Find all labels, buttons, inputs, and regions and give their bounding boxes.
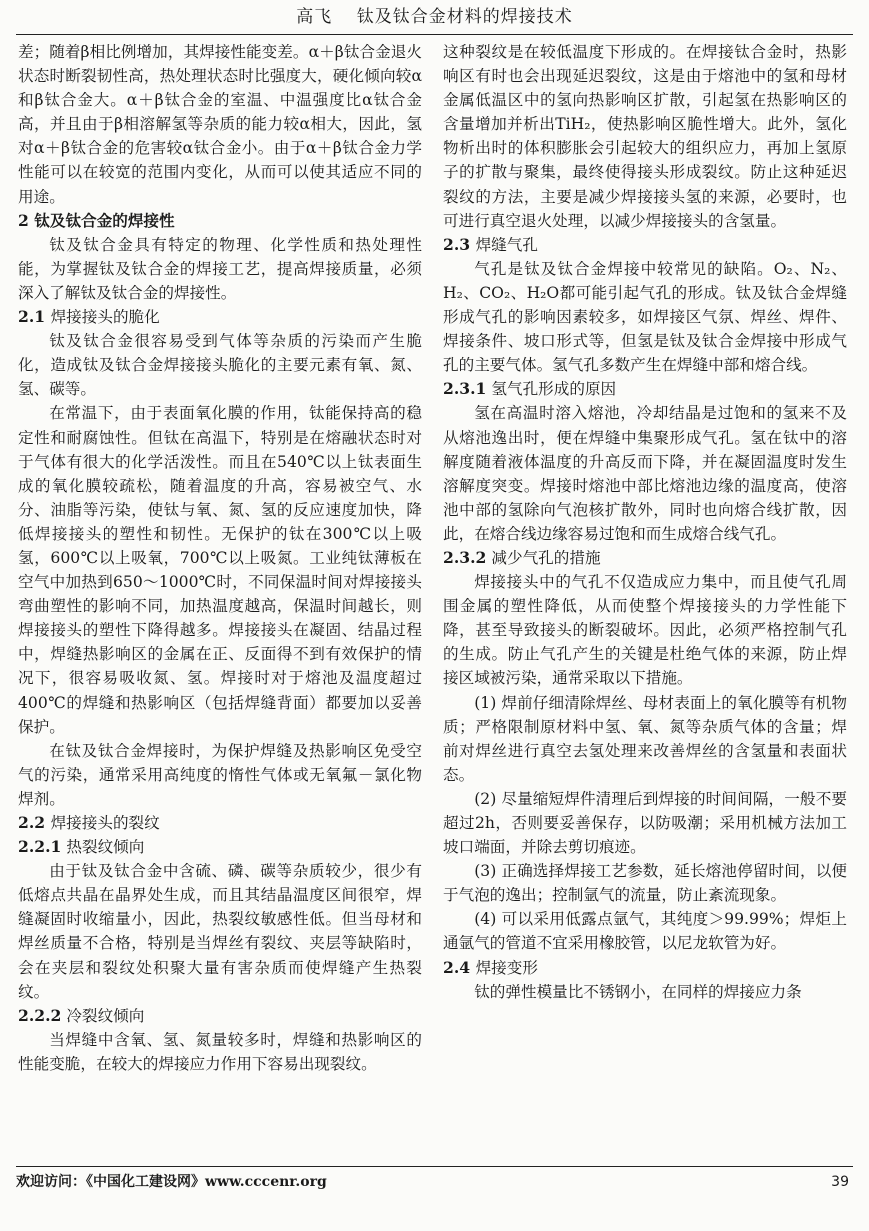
body-paragraph: 当焊缝中含氧、氢、氮量较多时，焊缝和热影响区的性能变脆，在较大的焊接应力作用下容易出现裂纹。 [18, 1030, 422, 1073]
section-heading: 2 钛及钛合金的焊接性 [18, 210, 175, 230]
subsection-number: 2.1 [18, 307, 46, 327]
body-paragraph: 气孔是钛及钛合金焊接中较常见的缺陷。O₂、N₂、H₂、CO₂、H₂O都可能引起气孔的形成。钛及钛合金焊缝形成气孔的影响因素较多，如焊接区气氛、焊丝、焊件、焊接条件、坡口形式等，但氢是钛及钛合金焊接中形成气孔的主要气体。氢气孔多数产生在焊缝中部和熔合线。 [443, 259, 847, 375]
body-paragraph: 这种裂纹是在较低温度下形成的。在焊接钛合金时，热影响区有时也会出现延迟裂纹，这是由于熔池中的氢和母材金属低温区中的氢向热影响区扩散，引起氢在热影响区的含量增加并析出TiH₂，使热影响区脆性增大。此外，氢化物析出时的体积膨胀会引起较大的组织应力，再加上氢原子的扩散与聚集，最终使得接头形成裂纹。防止这种延迟裂纹的方法，主要是减少焊接接头氢的来源，必要时，也可进行真空退火处理，以减少焊接接头的含氢量。 [443, 43, 847, 230]
subsubsection-heading [443, 377, 847, 401]
subsubsection-number: 2.3.1 [443, 379, 487, 399]
subsection-number: 2.4 [443, 957, 471, 977]
body-paragraph: (4) 可以采用低露点氩气，其纯度＞99.99%；焊炬上通氩气的管道不宜采用橡胶管，以尼龙软管为好。 [443, 910, 847, 953]
subsection-heading [443, 233, 847, 257]
subsubsection-heading [18, 835, 422, 859]
subsection-heading [443, 956, 847, 980]
subsubsection-title: 冷裂纹倾向 [66, 1006, 145, 1025]
running-header [16, 0, 853, 35]
subsubsection-heading [443, 546, 847, 570]
body-paragraph: (1) 焊前仔细清除焊丝、母材表面上的氧化膜等有机物质；严格限制原材料中氢、氧、氮等杂质气体的含量；焊前对焊丝进行真空去氢处理来改善焊丝的含氢量和表面状态。 [443, 693, 847, 784]
body-paragraph: 钛的弹性模量比不锈钢小，在同样的焊接应力条 [474, 982, 802, 1001]
subsection-title: 焊缝气孔 [475, 235, 538, 254]
subsubsection-title: 氢气孔形成的原因 [491, 380, 617, 399]
subsection-number: 2.2 [18, 813, 46, 832]
body-paragraph: 由于钛及钛合金中含硫、磷、碳等杂质较少，很少有低熔点共晶在晶界处生成，而且其结晶温度区间很窄，焊缝凝固时收缩量小，因此，热裂纹敏感性低。但当母材和焊丝质量不合格，特别是当焊丝有裂纹、夹层等缺陷时，会在夹层和裂纹处积聚大量有害杂质而使焊缝产生热裂纹。 [18, 862, 422, 1001]
body-paragraph: 差；随着β相比例增加，其焊接性能变差。α＋β钛合金退火状态时断裂韧性高，热处理状态时比强度大，硬化倾向较α和β钛合金大。α＋β钛合金的室温、中温强度比α钛合金高，并且由于β相溶解氢等杂质的能力较α相大，因此，氢对α＋β钛合金的危害较α钛合金小。由于α＋β钛合金力学性能可以在较宽的范围内变化，从而可以使其适应不同的用途。 [18, 43, 422, 206]
body-paragraph: 焊接接头中的气孔不仅造成应力集中，而且使气孔周围金属的塑性降低，从而使整个焊接接头的力学性能下降，甚至导致接头的断裂破坏。因此，必须严格控制气孔的生成。防止气孔产生的关键是杜绝气体的来源，防止焊接区域被污染，通常采取以下措施。 [443, 573, 847, 688]
subsubsection-number: 2.2.1 [18, 837, 62, 857]
body-paragraph: 钛及钛合金具有特定的物理、化学性质和热处理性能，为掌握钛及钛合金的焊接工艺，提高焊接质量，必须深入了解钛及钛合金的焊接性。 [18, 235, 422, 302]
left-column [18, 40, 422, 1168]
header-title: 钛及钛合金材料的焊接技术 [356, 7, 573, 27]
subsection-title: 焊接接头的裂纹 [50, 814, 160, 832]
body-paragraph: 在常温下，由于表面氧化膜的作用，钛能保持高的稳定性和耐腐蚀性。但钛在高温下，特别是在熔融状态时对于气体有很大的化学活泼性。而且在540℃以上钛表面生成的氧化膜较疏松，随着温度的升高，容易被空气、水分、油脂等污染，使钛与氧、氮、氢的反应速度加快，降低焊接接头的塑性和韧性。无保护的钛在300℃以上吸氢，600℃以上吸氧，700℃以上吸氮。工业纯钛薄板在空气中加热到650～1000℃时，不同保温时间对焊接接头弯曲塑性的影响不同，加热温度越高，保温时间越长，则焊接接头的塑性下降得越多。焊接接头在凝固、结晶过程中，焊缝热影响区的金属在正、反面得不到有效保护的情况下，很容易吸收氮、氢。焊接时对于熔池及温度超过400℃的焊缝和热影响区（包括焊缝背面）都要加以妥善保护。 [18, 404, 422, 736]
subsubsection-title: 减少气孔的措施 [491, 548, 601, 567]
body-paragraph: (2) 尽量缩短焊件清理后到焊接的时间间隔，一般不要超过2h，否则要妥善保存，以防吸潮；采用机械方法加工坡口端面，并除去剪切痕迹。 [443, 789, 847, 857]
body-paragraph: 氢在高温时溶入熔池，冷却结晶是过饱和的氢来不及从熔池逸出时，便在焊缝中集聚形成气孔。氢在钛中的溶解度随着液体温度的升高反而下降，并在凝固温度时发生溶解度突变。焊接时熔池中部比熔池边缘的温度高，使溶池中部的氢除向气泡核扩散外，同时也向熔合线扩散，因此，在熔合线边缘容易过饱和而生成熔合线气孔。 [443, 404, 847, 543]
subsubsection-number: 2.3.2 [443, 547, 487, 567]
subsection-title: 焊接接头的脆化 [50, 308, 160, 327]
body-paragraph: 钛及钛合金很容易受到气体等杂质的污染而产生脆化，造成钛及钛合金焊接接头脆化的主要元素有氧、氮、氢、碳等。 [18, 332, 422, 399]
footer-website: 欢迎访问：《中国化工建设网》www.cccenr.org [16, 1174, 327, 1190]
subsection-heading [18, 305, 422, 329]
subsubsection-number: 2.2.2 [18, 1005, 62, 1025]
body-paragraph: 在钛及钛合金焊接时，为保护焊缝及热影响区免受空气的污染，通常采用高纯度的惰性气体或无氧氟－氯化物焊剂。 [18, 741, 422, 808]
page-number: 39 [831, 1174, 849, 1190]
subsubsection-heading [18, 1004, 422, 1028]
page-footer [16, 1166, 853, 1197]
body-paragraph: (3) 正确选择焊接工艺参数，延长熔池停留时间，以便于气泡的逸出；控制氩气的流量，防止紊流现象。 [443, 862, 847, 905]
subsection-number: 2.3 [443, 234, 471, 254]
header-author: 高飞 [296, 7, 333, 27]
subsubsection-title: 热裂纹倾向 [66, 838, 145, 857]
subsection-title: 焊接变形 [475, 958, 538, 977]
right-column [443, 40, 847, 1168]
subsection-heading [18, 811, 422, 835]
